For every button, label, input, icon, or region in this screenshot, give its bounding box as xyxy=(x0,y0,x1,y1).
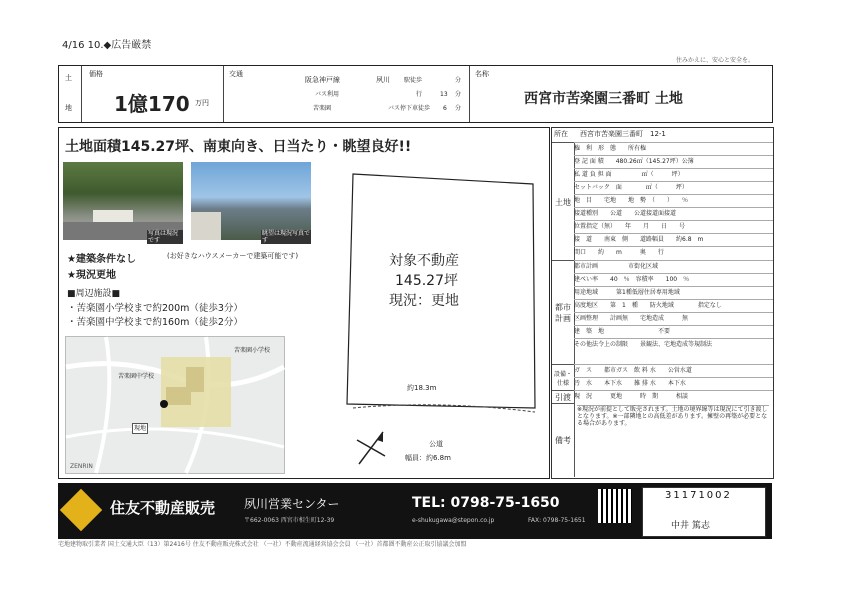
row-handover: 現 況 更地 時 期 相談 xyxy=(574,390,773,400)
company-name: 住友不動産販売 xyxy=(110,499,216,517)
email: e-shukugawa@stepon.co.jp xyxy=(412,517,495,524)
phone: TEL: 0798-75-1650 xyxy=(412,495,560,511)
min3: 分 xyxy=(455,105,462,112)
qr-code-icon xyxy=(598,489,632,523)
row-gas: ガ ス 都市ガス 飲 料 水 公営水道 xyxy=(574,364,773,374)
line2: バス利用 xyxy=(315,91,340,98)
row-delivery: 位置指定（無） 年 月 日 号 xyxy=(574,220,773,230)
price-value: 1億170 xyxy=(114,92,190,116)
row-private: 私 道 負 担 面 ㎡（ 坪） xyxy=(574,168,773,178)
num3: 6 xyxy=(443,105,447,112)
line3: 苦楽園 xyxy=(313,105,332,112)
row-plan: 都市計画 市街化区域 xyxy=(574,260,773,270)
feature-1-note: (お好きなハウスメーカーで建築可能です) xyxy=(167,252,299,260)
row-setback: セットバック 面 ㎡（ 坪） xyxy=(574,181,773,191)
row-lot: 建 築 地 不要 xyxy=(574,325,773,335)
feature-5: ・苦楽園中学校まで約160m（徒歩2分） xyxy=(67,317,243,328)
road-label: 公道 xyxy=(429,440,443,448)
row-area: 登 記 面 積 480.26㎡（145.27坪）公簿 xyxy=(574,155,773,165)
photo2-caption: 眺望は現況写真です xyxy=(262,230,311,244)
top-slogan: 住みかえに、安心と安全を。 xyxy=(676,57,755,64)
price-label: 価格 xyxy=(89,70,103,78)
station3: バス停下車徒歩 xyxy=(388,105,431,112)
name-label: 名称 xyxy=(475,70,489,78)
row-height: 高度地区 第 1 種 防火地域 指定なし xyxy=(574,299,773,309)
side-label-2: 地 xyxy=(65,104,72,112)
photo-site xyxy=(63,162,183,244)
row-slope: 地 目 宅地 地 勢 （ ） ％ xyxy=(574,194,773,204)
row-use: 用途地域 第1種低層住居専用地域 xyxy=(574,286,773,296)
property-code: 31171002 xyxy=(665,490,732,501)
land-section-label: 土地 xyxy=(552,142,575,261)
area-map xyxy=(65,336,285,474)
map-label-site: 現地 xyxy=(134,425,147,432)
row-district: 区画整理 計画無 宅地造成 無 xyxy=(574,312,773,322)
row-other: その他法令上の制限 景観法、宅地造成等規制法 xyxy=(574,338,773,348)
plot-area: 145.27坪 xyxy=(395,273,458,289)
row-road: 接 道 南東 側 道路幅員 約6.8 m xyxy=(574,233,773,243)
plot-diagram xyxy=(339,164,549,474)
row-survey: 接道種別 公道 公道接道面接道 xyxy=(574,207,773,217)
map-copyright: ZENRIN xyxy=(70,463,93,470)
note-value: ※現況が前提として販売されます。土地の境界線等は現況にて引き渡しとなります。※一部隣地との高低差があります。擁壁の再築が必要となる場合があります。 xyxy=(577,406,768,427)
station1: 夙川 xyxy=(376,76,390,84)
property-table xyxy=(551,127,774,479)
company-logo-icon xyxy=(60,489,102,531)
fax: FAX: 0798-75-1651 xyxy=(528,517,586,524)
side-label-1: 土 xyxy=(65,74,72,82)
footer-bar xyxy=(58,483,772,539)
feature-3: ■周辺施設■ xyxy=(67,289,121,299)
plot-width: 約18.3m xyxy=(407,384,437,392)
price-unit: 万円 xyxy=(195,99,209,107)
feature-4: ・苦楽園小学校まで約200m（徒歩3分） xyxy=(67,303,243,314)
map-label-school1: 苦楽園小学校 xyxy=(234,347,271,354)
loc-label: 所在 xyxy=(554,130,568,138)
bottom-note: 宅地建物取引業者 国土交通大臣（13）第2416号 住友不動産販売株式会社 （一社）不動産流通経営協会会員 （一社）首都圏不動産公正取引協議会加盟 xyxy=(58,541,467,548)
address: 〒662-0063 西宮市相生町12-39 xyxy=(244,517,335,524)
transport-label: 交通 xyxy=(229,70,243,78)
line1: 阪急神戸線 xyxy=(305,76,340,84)
row-drain: 汚 水 本下水 雑 排 水 本下水 xyxy=(574,377,773,387)
row-coverage: 建ぺい率 40 ％ 容積率 100 ％ xyxy=(574,273,773,283)
headline: 土地面積145.27坪、南東向き、日当たり・眺望良好!! xyxy=(65,139,412,155)
photo1-caption: 写真は現況です xyxy=(147,230,183,244)
main-panel xyxy=(58,127,550,479)
min1: 分 xyxy=(455,77,462,84)
station2: 行 xyxy=(416,91,423,98)
map-label-school2: 苦楽園中学校 xyxy=(118,373,155,380)
header-box xyxy=(58,65,773,123)
equip-section-label: 設備・仕様 xyxy=(552,364,575,391)
plot-title: 対象不動産 xyxy=(389,253,459,269)
photo-view xyxy=(191,162,311,244)
feature-2: ★現況更地 xyxy=(67,270,116,281)
property-name: 西宮市苦楽園三番町 土地 xyxy=(524,91,683,107)
feature-1: ★建築条件なし xyxy=(67,254,136,265)
north-arrow-icon xyxy=(357,432,385,464)
row-frontage: 間口 約 m 奥 行 xyxy=(574,246,773,256)
walk1: 駅徒歩 xyxy=(404,77,423,84)
row-rights: 権 利 形 態 所有権 xyxy=(574,142,773,152)
handover-section-label: 引渡 xyxy=(552,390,575,404)
branch-name: 夙川営業センター xyxy=(244,497,340,511)
note-section-label: 備考 xyxy=(552,403,575,477)
min2: 分 xyxy=(455,91,462,98)
loc-value: 西宮市苦楽園三番町 12-1 xyxy=(580,130,666,138)
plot-status: 現況：更地 xyxy=(389,293,459,309)
staff-name: 中井 篤志 xyxy=(671,521,710,531)
city-section-label: 都市計画 xyxy=(552,260,575,365)
num2: 13 xyxy=(440,91,448,98)
road-width: 幅員：約6.8m xyxy=(405,454,451,462)
top-label: 4/16 10.◆広告厳禁 xyxy=(62,40,152,51)
